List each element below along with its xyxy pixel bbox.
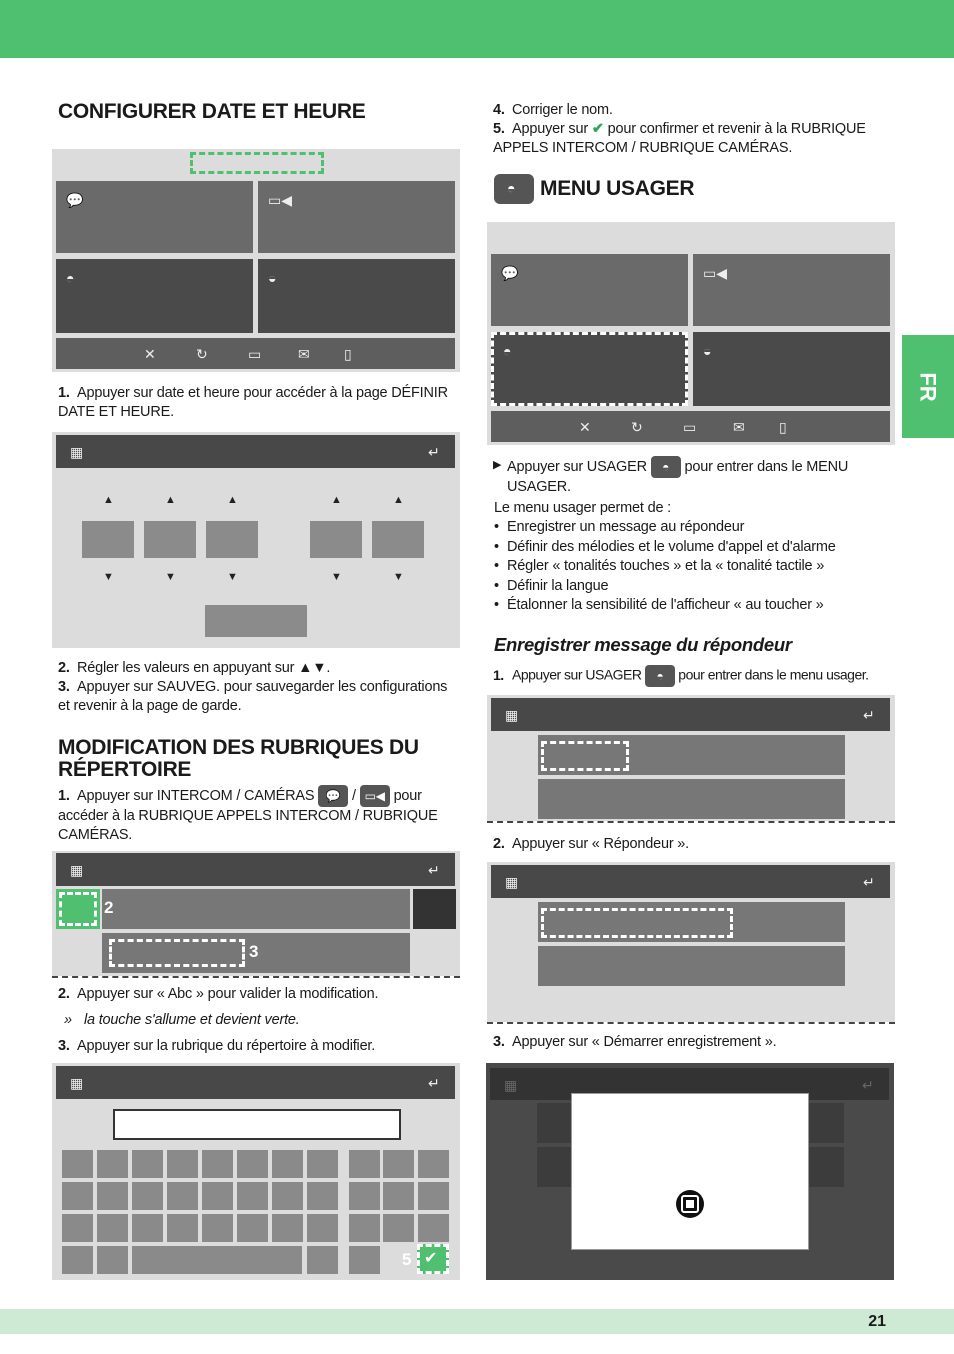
keyboard-key[interactable] — [237, 1182, 268, 1210]
arrow-down-icon[interactable]: ▼ — [165, 571, 176, 583]
monitor-icon[interactable]: ▭ — [683, 419, 697, 435]
grid-icon[interactable]: ▦ — [70, 862, 84, 878]
return-icon[interactable]: ↵ — [863, 874, 875, 890]
tile-guard[interactable] — [258, 259, 455, 333]
figure-keyboard: ▦ ↵ ✔ 5 — [52, 1063, 460, 1280]
highlight-abc — [59, 892, 97, 926]
bottom-toolbar — [491, 411, 890, 442]
highlight-confirm — [417, 1244, 449, 1274]
footer-band — [0, 1309, 954, 1334]
keyboard-key[interactable] — [272, 1150, 303, 1178]
highlight-entry — [109, 939, 245, 967]
section-title-directory: MODIFICATION DES RUBRIQUES DU RÉPERTOIRE — [58, 736, 419, 781]
keyboard-key[interactable] — [97, 1246, 128, 1274]
figure-date-setting — [52, 432, 460, 648]
bottom-toolbar — [56, 338, 455, 369]
keyboard-key[interactable] — [418, 1214, 449, 1242]
guard-icon: ◒ — [703, 343, 712, 359]
grid-icon[interactable]: ▦ — [505, 874, 519, 890]
keyboard-key[interactable] — [272, 1182, 303, 1210]
language-tab: FR — [902, 335, 954, 438]
header-bar — [56, 435, 455, 468]
divider — [487, 1022, 895, 1024]
arrow-right-icon: ▶ — [493, 459, 502, 471]
keyboard-key[interactable] — [307, 1150, 338, 1178]
arrow-up-icon[interactable]: ▲ — [331, 494, 342, 506]
value-day — [82, 521, 134, 558]
divider — [52, 976, 460, 978]
keyboard-key[interactable] — [237, 1214, 268, 1242]
arrow-down-icon[interactable]: ▼ — [103, 571, 114, 583]
grid-icon: ▦ — [504, 1077, 518, 1093]
tile-guard[interactable] — [693, 332, 890, 406]
keyboard-key[interactable] — [132, 1150, 163, 1178]
keyboard-key[interactable] — [307, 1246, 338, 1274]
figure-home-screen — [52, 149, 460, 372]
keyboard-key[interactable] — [383, 1150, 414, 1178]
return-icon[interactable]: ↵ — [428, 444, 440, 460]
keyboard-key[interactable] — [272, 1214, 303, 1242]
envelope-icon[interactable]: ✉ — [298, 346, 310, 362]
highlight-user — [491, 332, 688, 406]
stop-button[interactable] — [676, 1190, 704, 1218]
mute-icon[interactable]: ✕ — [144, 346, 156, 362]
keyboard-key[interactable] — [349, 1214, 380, 1242]
keyboard-key[interactable] — [167, 1214, 198, 1242]
keyboard-key[interactable] — [167, 1182, 198, 1210]
user-icon: ◓ — [503, 343, 512, 359]
chat-icon: 💬 — [318, 785, 348, 807]
figure-recording — [486, 1063, 894, 1280]
stop-icon — [681, 1195, 699, 1213]
guard-icon: ◒ — [268, 270, 277, 286]
section-title-date-time: CONFIGURER DATE ET HEURE — [58, 100, 366, 123]
figure-directory-list: ▦ ↵ 2 3 — [52, 851, 460, 976]
save-button[interactable] — [205, 605, 307, 637]
door-icon[interactable]: ▯ — [344, 346, 352, 362]
keyboard-key[interactable] — [418, 1182, 449, 1210]
tile-user[interactable] — [56, 259, 253, 333]
keyboard-key[interactable] — [62, 1150, 93, 1178]
figure-home-user — [487, 222, 895, 445]
value-minute — [372, 521, 424, 558]
header-bar — [56, 1066, 455, 1099]
tile-cameras[interactable] — [258, 181, 455, 253]
keyboard-key[interactable] — [202, 1214, 233, 1242]
subsection-title: Enregistrer message du répondeur — [494, 634, 792, 655]
forward-icon[interactable]: ↻ — [631, 419, 643, 435]
keyboard-key[interactable] — [307, 1214, 338, 1242]
user-icon: ◓ — [494, 174, 534, 204]
keyboard-key[interactable] — [418, 1150, 449, 1178]
grid-icon[interactable]: ▦ — [505, 707, 519, 723]
return-icon: ↵ — [862, 1077, 874, 1093]
keyboard-key[interactable] — [349, 1150, 380, 1178]
keyboard-key[interactable] — [62, 1246, 93, 1274]
list-item: • Définir la langue — [494, 577, 894, 597]
keyboard-key[interactable] — [237, 1150, 268, 1178]
header-bar — [491, 865, 890, 898]
forward-icon[interactable]: ↻ — [196, 346, 208, 362]
arrow-up-icon[interactable]: ▲ — [165, 494, 176, 506]
figure-user-menu — [487, 695, 895, 821]
tile-intercom[interactable] — [491, 254, 688, 326]
keyboard-key[interactable] — [132, 1246, 302, 1274]
list-item: • Définir des mélodies et le volume d'appel et d'alarme — [494, 538, 894, 558]
list-item[interactable] — [102, 889, 410, 929]
figure-answering-menu — [487, 862, 895, 1022]
value-hour — [310, 521, 362, 558]
keyboard-key[interactable] — [97, 1182, 128, 1210]
value-month — [144, 521, 196, 558]
keyboard-key[interactable] — [62, 1182, 93, 1210]
keyboard-key[interactable] — [132, 1214, 163, 1242]
menu-item[interactable] — [538, 779, 845, 819]
keyboard-key[interactable] — [62, 1214, 93, 1242]
arrow-up-icon[interactable]: ▲ — [103, 494, 114, 506]
value-year — [206, 521, 258, 558]
camera-icon: ▭◀ — [360, 785, 390, 807]
return-icon[interactable]: ↵ — [428, 1075, 440, 1091]
monitor-icon[interactable]: ▭ — [248, 346, 262, 362]
check-icon: ✔ — [591, 121, 604, 137]
keyboard-key[interactable] — [307, 1182, 338, 1210]
user-icon: ◓ — [66, 270, 75, 286]
scroll-button[interactable] — [413, 889, 456, 929]
keyboard-key[interactable] — [132, 1182, 163, 1210]
name-input[interactable] — [113, 1109, 401, 1140]
top-banner — [0, 0, 954, 58]
page-number: 21 — [868, 1313, 886, 1330]
highlight-date-time — [190, 152, 324, 174]
mute-icon[interactable]: ✕ — [579, 419, 591, 435]
tile-cameras[interactable] — [693, 254, 890, 326]
grid-icon[interactable]: ▦ — [70, 1075, 84, 1091]
list-item: • Enregistrer un message au répondeur — [494, 518, 894, 538]
keyboard-key[interactable] — [167, 1150, 198, 1178]
arrow-down-icon[interactable]: ▼ — [393, 571, 404, 583]
arrow-up-icon[interactable]: ▲ — [393, 494, 404, 506]
door-icon[interactable]: ▯ — [779, 419, 787, 435]
header-bar — [491, 698, 890, 731]
chat-icon: 💬 — [501, 265, 519, 281]
header-bar — [56, 853, 455, 886]
list-item: • Étalonner la sensibilité de l'afficheur « au toucher » — [494, 596, 894, 616]
return-icon[interactable]: ↵ — [863, 707, 875, 723]
check-icon: ✔ — [424, 1250, 438, 1267]
envelope-icon[interactable]: ✉ — [733, 419, 745, 435]
user-icon: ◓ — [645, 665, 675, 687]
keyboard-key[interactable] — [383, 1214, 414, 1242]
keyboard-key[interactable] — [202, 1150, 233, 1178]
section-title-user-menu: MENU USAGER — [540, 177, 695, 200]
keyboard-key[interactable] — [97, 1214, 128, 1242]
camera-icon: ▭◀ — [703, 265, 727, 281]
highlight-answering — [541, 741, 629, 771]
user-icon: ◓ — [651, 456, 681, 478]
keyboard-key[interactable] — [349, 1182, 380, 1210]
return-icon[interactable]: ↵ — [428, 862, 440, 878]
keyboard-key[interactable] — [383, 1182, 414, 1210]
grid-icon[interactable]: ▦ — [70, 444, 84, 460]
arrow-up-icon[interactable]: ▲ — [227, 494, 238, 506]
chat-icon: 💬 — [66, 192, 84, 208]
highlight-start-recording — [541, 908, 733, 938]
divider — [487, 821, 895, 823]
menu-item[interactable] — [538, 946, 845, 986]
keyboard-key[interactable] — [97, 1150, 128, 1178]
recording-dialog — [571, 1093, 809, 1250]
feature-list — [494, 518, 894, 616]
list-item: • Régler « tonalités touches » et la « tonalité tactile » — [494, 557, 894, 577]
step-text: Appuyer sur date et heure pour accéder à la page DÉFINIR DATE ET HEURE. — [58, 385, 448, 420]
arrow-down-icon[interactable]: ▼ — [331, 571, 342, 583]
arrow-down-icon[interactable]: ▼ — [227, 571, 238, 583]
camera-icon: ▭◀ — [268, 192, 292, 208]
keyboard-key[interactable] — [202, 1182, 233, 1210]
tile-intercom[interactable] — [56, 181, 253, 253]
keyboard-key[interactable] — [349, 1246, 380, 1274]
